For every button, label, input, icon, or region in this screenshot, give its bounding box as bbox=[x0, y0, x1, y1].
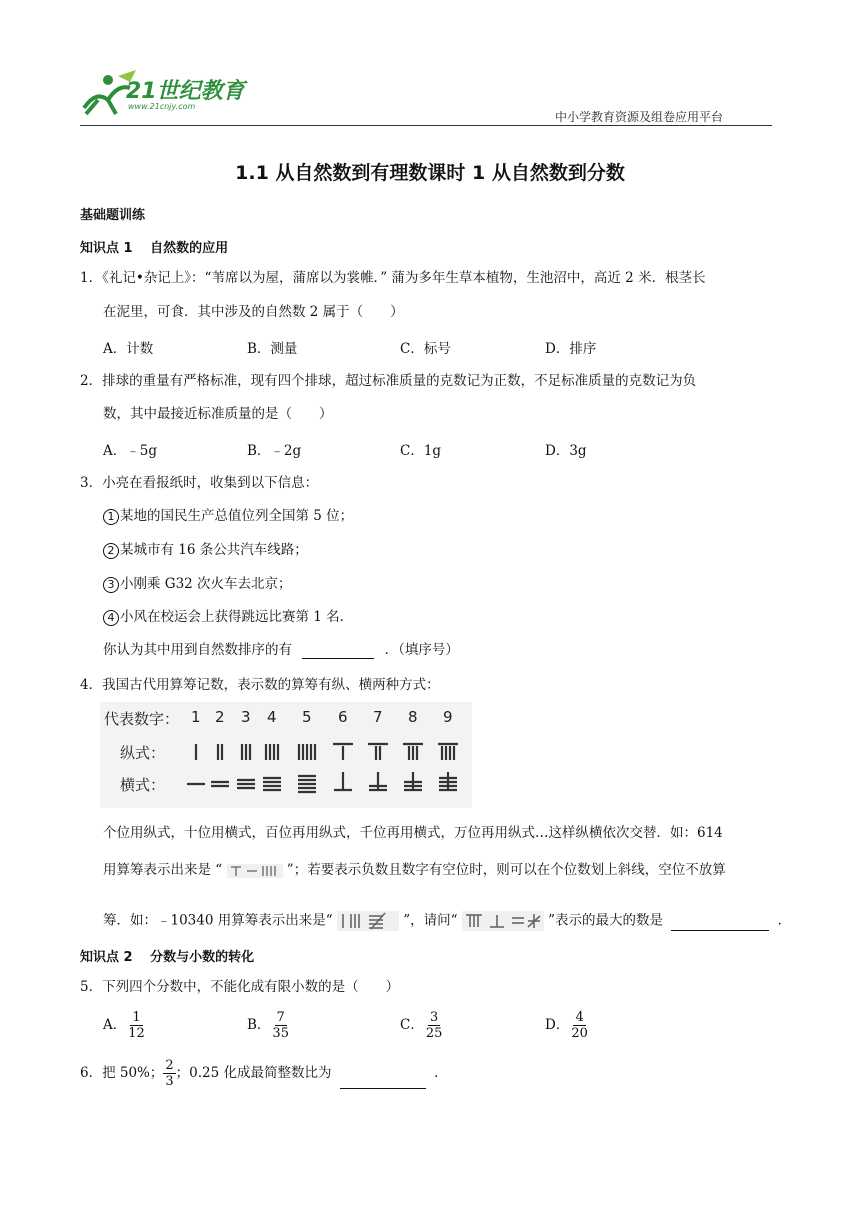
q1-option-a: A．计数 bbox=[103, 341, 154, 357]
q3-item-2: 2 某城市有 16 条公共汽车线路； bbox=[103, 541, 308, 559]
q1-option-d: D．排序 bbox=[545, 341, 597, 357]
counting-rod-table bbox=[100, 702, 472, 808]
q2-option-a: A．﹣5g bbox=[103, 443, 157, 459]
rod-digit: 2 bbox=[215, 708, 225, 726]
q6-line: 6．把 50%； $\frac{2}{3}$ ；0.25 化成最简整数比为 ． bbox=[80, 1058, 448, 1089]
rod-row-digits-label: 代表数字： bbox=[104, 710, 180, 728]
q5-option-b: B． $\frac{7}{35}$ bbox=[247, 1010, 289, 1041]
rod-row-vertical-label: 纵式： bbox=[120, 744, 166, 762]
rod-row-horizontal-label: 横式： bbox=[120, 776, 166, 794]
q1-line2: 在泥里，可食．其中涉及的自然数 2 属于（ ） bbox=[103, 304, 404, 320]
rod-digit: 1 bbox=[191, 708, 201, 726]
knowledge-point-1: 知识点 1 自然数的应用 bbox=[80, 241, 229, 256]
circled-number: 3 bbox=[103, 577, 119, 593]
rod-digit: 6 bbox=[338, 708, 348, 726]
q2-line2: 数，其中最接近标准质量的是（ ） bbox=[103, 406, 333, 422]
q1-line1: 1．《礼记•杂记上》：“苇席以为屋，蒲席以为裳帷．” 蒲为多年生草本植物，生池沼中，高近 2 米．根茎长 bbox=[80, 270, 706, 286]
q4-line3: 用算筹表示出来是 “ ”；若要表示负数且数字有空位时，则可以在个位数划上斜线，空位不放算 bbox=[103, 862, 726, 878]
rod-digit: 9 bbox=[443, 708, 453, 726]
rod-digit: 5 bbox=[302, 708, 312, 726]
rod-digit: 7 bbox=[373, 708, 383, 726]
logo-url: www.21cnjy.com bbox=[128, 102, 196, 111]
q3-item-1: 1 某地的国民生产总值位列全国第 5 位； bbox=[103, 507, 353, 525]
q5-option-a: A． $\frac{1}{12}$ bbox=[103, 1010, 145, 1041]
rod-digit: 3 bbox=[241, 708, 251, 726]
knowledge-point-2: 知识点 2 分数与小数的转化 bbox=[80, 950, 255, 965]
q1-option-c: C．标号 bbox=[400, 341, 451, 357]
q4-line4: 筹．如：﹣10340 用算筹表示出来是“ ”，请问“ ”表示的最大的数是 ． bbox=[103, 911, 791, 931]
logo-text: 21世纪教育 bbox=[126, 79, 245, 104]
answer-blank[interactable] bbox=[340, 1074, 426, 1089]
rod-digit: 4 bbox=[267, 708, 277, 726]
q3-item-3: 3 小刚乘 G32 次火车去北京； bbox=[103, 575, 292, 593]
rod-614-image bbox=[227, 864, 283, 878]
rod-negative-10340-image bbox=[337, 911, 399, 931]
header-divider bbox=[80, 125, 772, 126]
circled-number: 2 bbox=[103, 543, 119, 559]
q4-line2: 个位用纵式，十位用横式，百位再用纵式，千位再用横式，万位再用纵式…这样纵横依次交替．如：614 bbox=[103, 825, 723, 841]
page-title: 1.1 从自然数到有理数课时 1 从自然数到分数 bbox=[235, 162, 625, 184]
q2-option-b: B．﹣2g bbox=[247, 443, 302, 459]
circled-number: 4 bbox=[103, 610, 119, 626]
rod-question-image bbox=[462, 911, 544, 931]
q3-line1: 3．小亮在看报纸时，收集到以下信息： bbox=[80, 475, 319, 491]
circled-number: 1 bbox=[103, 509, 119, 525]
q2-option-d: D．3g bbox=[545, 443, 587, 459]
answer-blank[interactable] bbox=[671, 916, 769, 931]
q5-line1: 5．下列四个分数中，不能化成有限小数的是（ ） bbox=[80, 979, 400, 995]
q2-line1: 2．排球的重量有严格标准，现有四个排球，超过标准质量的克数记为正数，不足标准质量的克数记为负 bbox=[80, 373, 697, 389]
q3-question: 你认为其中用到自然数排序的有 ．（填序号） bbox=[103, 642, 459, 658]
q2-option-c: C．1g bbox=[400, 443, 442, 459]
q5-option-d: D． $\frac{4}{20}$ bbox=[545, 1010, 588, 1041]
q3-item-4: 4 小风在校运会上获得跳远比赛第 1 名． bbox=[103, 608, 353, 626]
q1-option-b: B．测量 bbox=[247, 341, 298, 357]
site-logo bbox=[78, 70, 253, 122]
q4-line1: 4．我国古代用算筹记数，表示数的算筹有纵、横两种方式： bbox=[80, 677, 440, 693]
platform-name: 中小学教育资源及组卷应用平台 bbox=[555, 110, 724, 124]
q5-option-c: C． $\frac{3}{25}$ bbox=[400, 1010, 443, 1041]
rod-digit: 8 bbox=[408, 708, 418, 726]
section-basic: 基础题训练 bbox=[80, 208, 146, 223]
answer-blank[interactable] bbox=[302, 644, 374, 659]
